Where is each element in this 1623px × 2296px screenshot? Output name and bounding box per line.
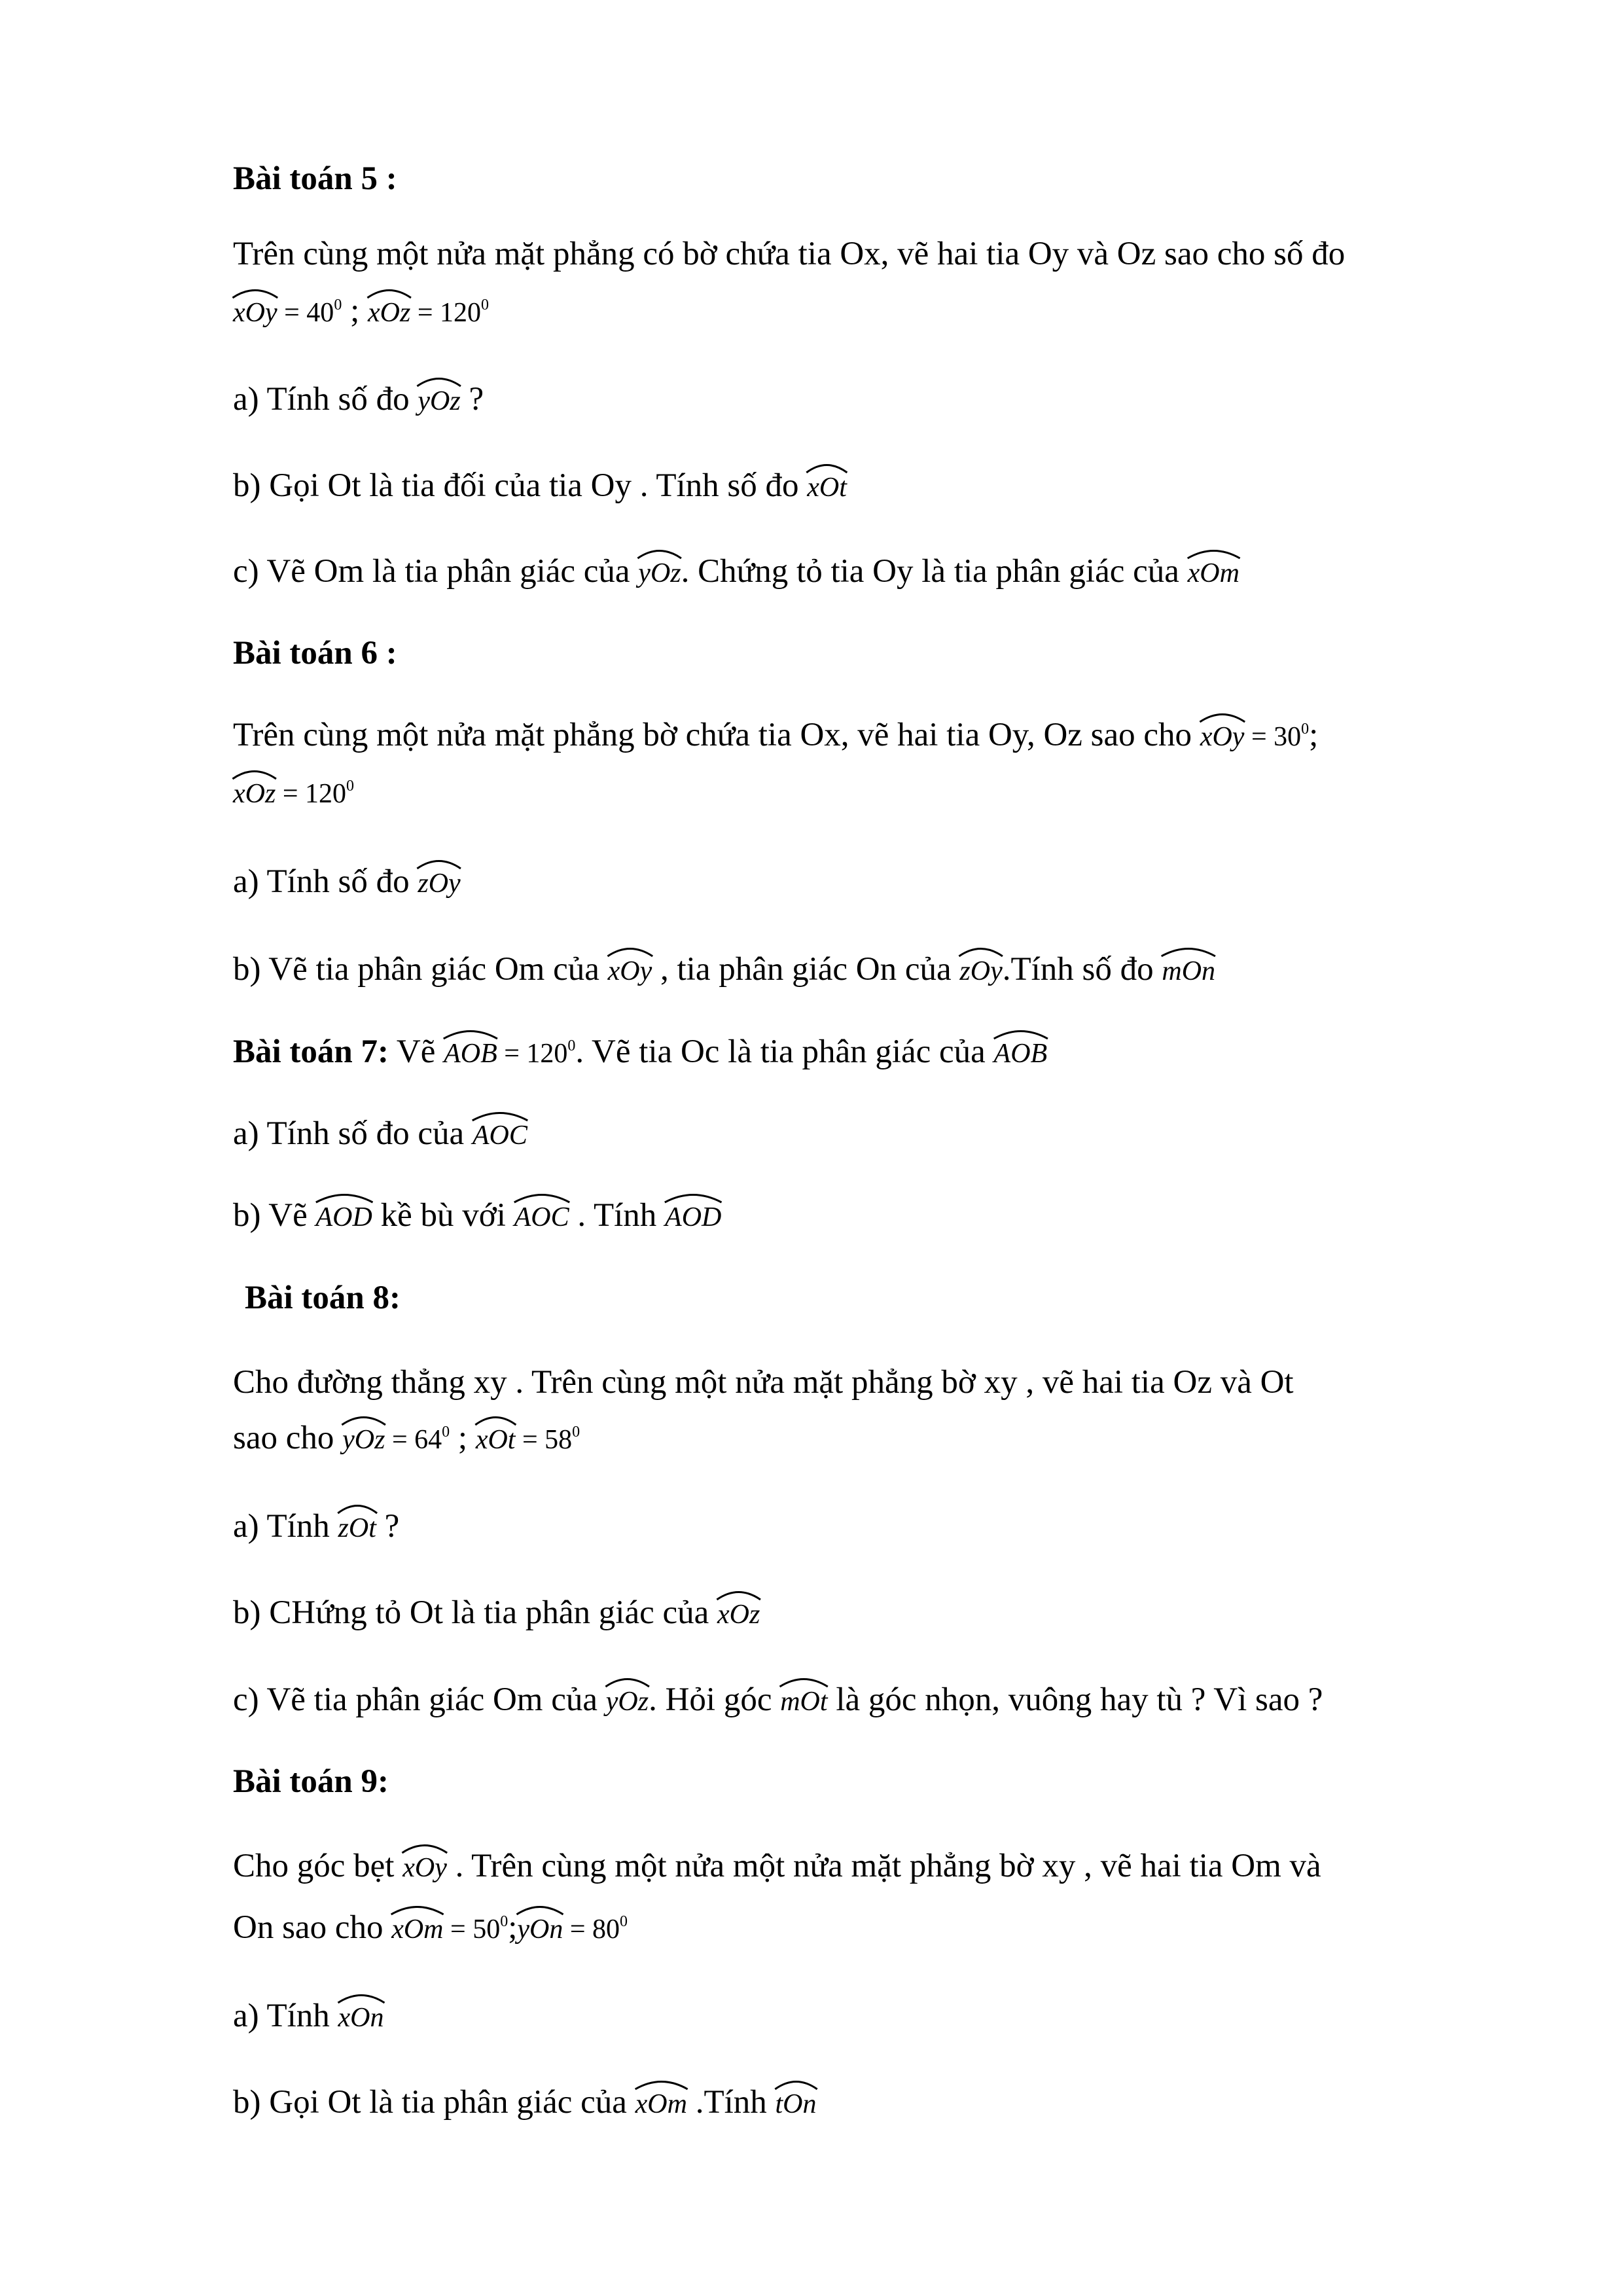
angle-zOy: zOy xyxy=(959,952,1002,991)
problem-5-statement: Trên cùng một nửa mặt phẳng có bờ chứa tia Ox, vẽ hai tia Oy và Oz sao cho số đo xyxy=(233,236,1346,272)
problem-6-given xyxy=(233,772,354,814)
angle-expression: yOn = $80^0$ xyxy=(517,1910,628,1949)
problem-8-title: Bài toán 8: xyxy=(245,1280,401,1316)
angle-xOn: xOn xyxy=(338,1998,384,2037)
angle-xOt: xOt xyxy=(476,1420,516,1460)
problem-8-part-b: b) CHứng tỏ Ot là tia phân giác của xOz xyxy=(233,1593,760,1634)
problem-7-statement: Bài toán 7: Vẽ AOB = $120^0$. Vẽ tia Oc là tia phân giác của AOB xyxy=(233,1032,1047,1073)
angle-yOn: yOn xyxy=(517,1910,563,1949)
problem-5-part-c: c) Vẽ Om là tia phân giác của yOz . Chứng tỏ tia Oy là tia phân giác của xOm xyxy=(233,552,1240,593)
problem-9-statement: Cho góc bẹt xOy . Trên cùng một nửa một nửa mặt phẳng bờ xy , vẽ hai tia Om và xyxy=(233,1846,1321,1888)
problem-5-given: xOy = $40^0$ ; xOz = $120^0$ xyxy=(233,291,489,332)
problem-6-statement: Trên cùng một nửa mặt phẳng bờ chứa tia Ox, vẽ hai tia Oy, Oz sao cho xOy = $30^0$; xyxy=(233,715,1318,757)
angle-xOm: xOm xyxy=(1188,554,1240,593)
angle-xOz: xOz xyxy=(368,293,410,332)
angle-xOy: xOy xyxy=(233,293,277,332)
problem-8-given: sao cho yOz = $64^0$ ; xOt = $58^0$ xyxy=(233,1418,580,1460)
problem-7-part-b: b) Vẽ AOD kề bù với AOC . Tính AOD xyxy=(233,1196,721,1237)
angle-mOn: mOn xyxy=(1162,952,1215,991)
angle-expression: xOz = $120^0$ xyxy=(233,774,354,814)
angle-xOz: xOz xyxy=(717,1595,760,1634)
problem-5-part-b: b) Gọi Ot là tia đối của tia Oy . Tính số đo xOt xyxy=(233,466,847,507)
angle-zOy: zOy xyxy=(418,864,460,903)
problem-6-title: Bài toán 6 : xyxy=(233,635,397,672)
angle-AOB: AOB xyxy=(994,1034,1048,1073)
angle-expression: xOy = $40^0$ xyxy=(233,293,342,332)
problem-6-part-b: b) Vẽ tia phân giác Om của xOy , tia phân giác On của zOy .Tính số đo mOn xyxy=(233,950,1215,991)
angle-xOy: xOy xyxy=(402,1848,447,1888)
problem-7-part-a: a) Tính số đo của AOC xyxy=(233,1114,527,1155)
problem-5-part-a: a) Tính số đo yOz ? xyxy=(233,380,484,421)
angle-AOD: AOD xyxy=(665,1198,721,1237)
problem-8-part-a: a) Tính zOt ? xyxy=(233,1507,399,1548)
angle-yOz: yOz xyxy=(418,382,460,421)
angle-expression: yOz = $64^0$ xyxy=(342,1420,450,1460)
problem-9-given: On sao cho xOm = $50^0;yOn$ = $80^0$ xyxy=(233,1908,628,1949)
angle-expression: xOz = $120^0$ xyxy=(368,293,489,332)
angle-AOB: AOB xyxy=(444,1034,497,1073)
problem-9-part-b: b) Gọi Ot là tia phân giác của xOm .Tính tOn xyxy=(233,2083,817,2124)
angle-expression: xOt = $58^0$ xyxy=(476,1420,580,1460)
angle-tOn: tOn xyxy=(776,2085,817,2124)
angle-xOz: xOz xyxy=(233,774,276,814)
angle-xOm: xOm xyxy=(391,1910,443,1949)
problem-8-statement: Cho đường thẳng xy . Trên cùng một nửa mặt phẳng bờ xy , vẽ hai tia Oz và Ot xyxy=(233,1364,1294,1401)
angle-xOy: xOy xyxy=(608,952,652,991)
angle-expression: xOm = $50^0$ xyxy=(391,1910,508,1949)
angle-expression: xOy = $30^0$ xyxy=(1200,717,1309,757)
problem-9-part-a: a) Tính xOn xyxy=(233,1996,384,2037)
angle-mOt: mOt xyxy=(780,1682,827,1721)
problem-9-title: Bài toán 9: xyxy=(233,1763,389,1800)
angle-expression: AOB = $120^0$ xyxy=(444,1034,575,1073)
problem-8-part-c: c) Vẽ tia phân giác Om của yOz . Hỏi góc mOt là góc nhọn, vuông hay tù ? Vì sao ? xyxy=(233,1680,1323,1721)
angle-AOD: AOD xyxy=(316,1198,372,1237)
angle-xOm: xOm xyxy=(635,2085,687,2124)
angle-zOt: zOt xyxy=(338,1509,376,1548)
angle-yOz: yOz xyxy=(606,1682,649,1721)
angle-xOt: xOt xyxy=(807,468,847,507)
angle-AOC: AOC xyxy=(473,1116,527,1155)
angle-yOz: yOz xyxy=(638,554,681,593)
problem-6-part-a: a) Tính số đo zOy xyxy=(233,862,461,903)
angle-AOC: AOC xyxy=(514,1198,569,1237)
angle-xOy: xOy xyxy=(1200,717,1245,757)
problem-7-title: Bài toán 7: xyxy=(233,1033,389,1070)
problem-5-title: Bài toán 5 : xyxy=(233,160,397,197)
angle-yOz: yOz xyxy=(342,1420,385,1460)
